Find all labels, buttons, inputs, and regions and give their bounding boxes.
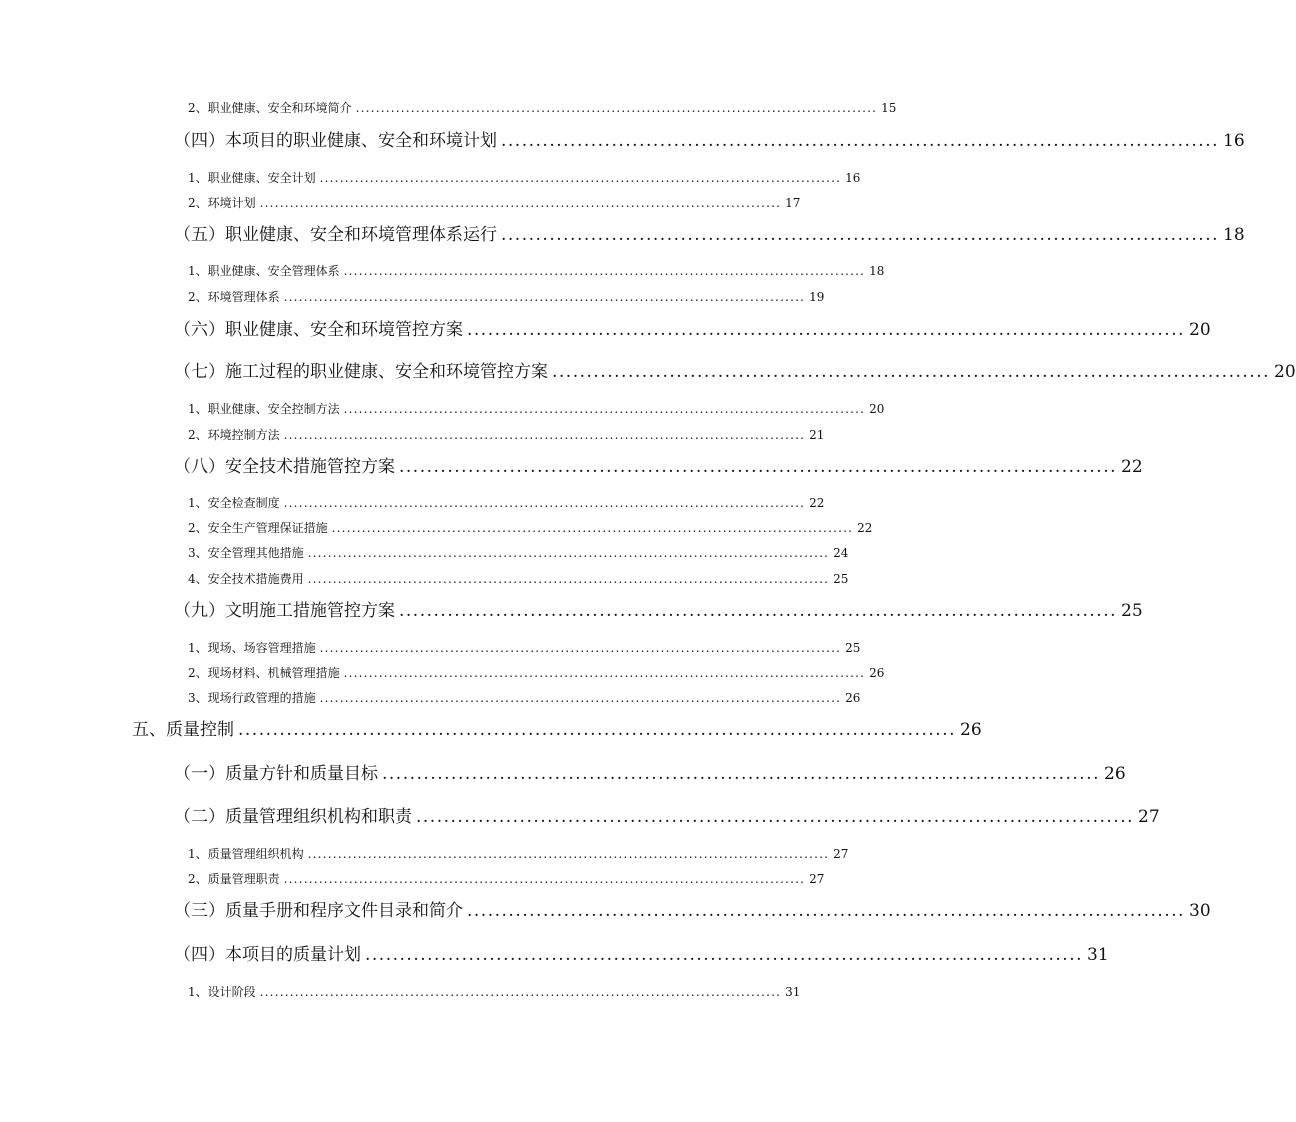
toc-entry[interactable]	[188, 402, 885, 416]
dot-leader: ........................................................................................................	[355, 101, 878, 115]
toc-entry-title: 2、环境控制方法	[188, 428, 280, 442]
toc-entry[interactable]	[188, 264, 885, 278]
dot-leader: ........................................................................................................	[467, 901, 1185, 921]
toc-entry-title: 五、质量控制	[132, 720, 234, 740]
dot-leader: ........................................................................................................	[238, 720, 956, 740]
dot-leader: ........................................................................................................	[307, 847, 830, 861]
toc-entry[interactable]	[188, 290, 825, 304]
toc-entry[interactable]	[188, 872, 825, 886]
toc-entry-page: 17	[785, 196, 801, 210]
dot-leader: ........................................................................................................	[552, 362, 1270, 382]
toc-entry-title: 2、现场材料、机械管理措施	[188, 666, 340, 680]
dot-leader: ........................................................................................................	[382, 764, 1100, 784]
toc-entry-title: （三）质量手册和程序文件目录和简介	[174, 901, 463, 921]
toc-entry-title: 1、设计阶段	[188, 985, 256, 999]
toc-entry-page: 31	[785, 985, 801, 999]
toc-entry-page: 25	[833, 572, 849, 586]
dot-leader: ........................................................................................................	[307, 546, 830, 560]
toc-entry-title: 4、安全技术措施费用	[188, 572, 304, 586]
dot-leader: ........................................................................................................	[399, 457, 1117, 477]
dot-leader: ........................................................................................................	[283, 872, 806, 886]
toc-entry-page: 15	[881, 101, 897, 115]
dot-leader: ........................................................................................................	[283, 428, 806, 442]
toc-entry-title: （四）本项目的质量计划	[174, 945, 361, 965]
toc-entry-page: 24	[833, 546, 849, 560]
toc-entry[interactable]	[188, 496, 825, 510]
dot-leader: ........................................................................................................	[365, 945, 1083, 965]
dot-leader: ........................................................................................................	[343, 264, 866, 278]
toc-entry-title: 1、职业健康、安全控制方法	[188, 402, 340, 416]
toc-entry-page: 16	[845, 171, 861, 185]
dot-leader: ........................................................................................................	[283, 290, 806, 304]
toc-entry-title: 1、职业健康、安全计划	[188, 171, 316, 185]
toc-entry[interactable]	[174, 225, 1245, 245]
toc-entry[interactable]	[132, 720, 982, 740]
toc-entry-title: 2、环境计划	[188, 196, 256, 210]
toc-entry[interactable]	[188, 196, 801, 210]
toc-entry[interactable]	[188, 641, 861, 655]
toc-entry[interactable]	[188, 428, 825, 442]
toc-entry[interactable]	[174, 764, 1126, 784]
toc-entry-title: （一）质量方针和质量目标	[174, 764, 378, 784]
dot-leader: ........................................................................................................	[331, 521, 854, 535]
dot-leader: ........................................................................................................	[343, 666, 866, 680]
toc-entry[interactable]	[174, 601, 1143, 621]
dot-leader: ........................................................................................................	[319, 691, 842, 705]
toc-entry-page: 22	[1121, 457, 1143, 477]
toc-entry-page: 25	[1121, 601, 1143, 621]
toc-entry-title: 3、安全管理其他措施	[188, 546, 304, 560]
toc-entry-page: 18	[869, 264, 885, 278]
toc-entry[interactable]	[188, 101, 897, 115]
toc-entry[interactable]	[188, 666, 885, 680]
toc-entry[interactable]	[188, 572, 849, 586]
toc-entry-title: 2、职业健康、安全和环境简介	[188, 101, 352, 115]
toc-entry-page: 26	[869, 666, 885, 680]
toc-entry-page: 20	[869, 402, 885, 416]
toc-entry-title: 1、安全检查制度	[188, 496, 280, 510]
toc-entry-page: 27	[833, 847, 849, 861]
dot-leader: ........................................................................................................	[307, 572, 830, 586]
dot-leader: ........................................................................................................	[259, 196, 782, 210]
toc-entry-page: 20	[1189, 320, 1211, 340]
toc-entry-title: （五）职业健康、安全和环境管理体系运行	[174, 225, 497, 245]
toc-entry-page: 22	[857, 521, 873, 535]
toc-entry[interactable]	[174, 901, 1211, 921]
toc-entry-page: 26	[1104, 764, 1126, 784]
toc-entry[interactable]	[174, 457, 1143, 477]
dot-leader: ........................................................................................................	[283, 496, 806, 510]
toc-entry-page: 19	[809, 290, 825, 304]
toc-entry[interactable]	[188, 847, 849, 861]
toc-entry-page: 27	[1138, 807, 1160, 827]
toc-entry-page: 16	[1223, 131, 1245, 151]
toc-entry-page: 21	[809, 428, 825, 442]
toc-entry-title: （六）职业健康、安全和环境管控方案	[174, 320, 463, 340]
dot-leader: ........................................................................................................	[399, 601, 1117, 621]
toc-entry-page: 31	[1087, 945, 1109, 965]
toc-entry-title: （四）本项目的职业健康、安全和环境计划	[174, 131, 497, 151]
toc-entry[interactable]	[188, 546, 849, 560]
toc-entry-page: 22	[809, 496, 825, 510]
toc-entry-page: 26	[960, 720, 982, 740]
toc-entry-title: （九）文明施工措施管控方案	[174, 601, 395, 621]
toc-entry[interactable]	[188, 691, 861, 705]
toc-entry[interactable]	[188, 171, 861, 185]
toc-entry-title: 2、环境管理体系	[188, 290, 280, 304]
toc-entry[interactable]	[188, 985, 801, 999]
toc-entry[interactable]	[174, 807, 1160, 827]
toc-entry-title: （八）安全技术措施管控方案	[174, 457, 395, 477]
toc-entry[interactable]	[174, 131, 1245, 151]
toc-entry-page: 30	[1189, 901, 1211, 921]
dot-leader: ........................................................................................................	[259, 985, 782, 999]
dot-leader: ........................................................................................................	[319, 171, 842, 185]
toc-entry-title: 1、质量管理组织机构	[188, 847, 304, 861]
toc-entry-title: （二）质量管理组织机构和职责	[174, 807, 412, 827]
toc-entry[interactable]	[174, 362, 1296, 382]
toc-entry[interactable]	[188, 521, 873, 535]
toc-entry-page: 27	[809, 872, 825, 886]
toc-entry-title: 1、职业健康、安全管理体系	[188, 264, 340, 278]
toc-entry-page: 25	[845, 641, 861, 655]
toc-entry-title: （七）施工过程的职业健康、安全和环境管控方案	[174, 362, 548, 382]
toc-entry-page: 18	[1223, 225, 1245, 245]
dot-leader: ........................................................................................................	[467, 320, 1185, 340]
toc-entry-title: 2、质量管理职责	[188, 872, 280, 886]
toc-entry-title: 2、安全生产管理保证措施	[188, 521, 328, 535]
toc-entry-title: 3、现场行政管理的措施	[188, 691, 316, 705]
dot-leader: ........................................................................................................	[501, 225, 1219, 245]
dot-leader: ........................................................................................................	[416, 807, 1134, 827]
toc-entry-page: 20	[1274, 362, 1296, 382]
toc-entry-page: 26	[845, 691, 861, 705]
toc-entry[interactable]	[174, 320, 1211, 340]
toc-entry[interactable]	[174, 945, 1109, 965]
dot-leader: ........................................................................................................	[319, 641, 842, 655]
dot-leader: ........................................................................................................	[343, 402, 866, 416]
toc-entry-title: 1、现场、场容管理措施	[188, 641, 316, 655]
dot-leader: ........................................................................................................	[501, 131, 1219, 151]
